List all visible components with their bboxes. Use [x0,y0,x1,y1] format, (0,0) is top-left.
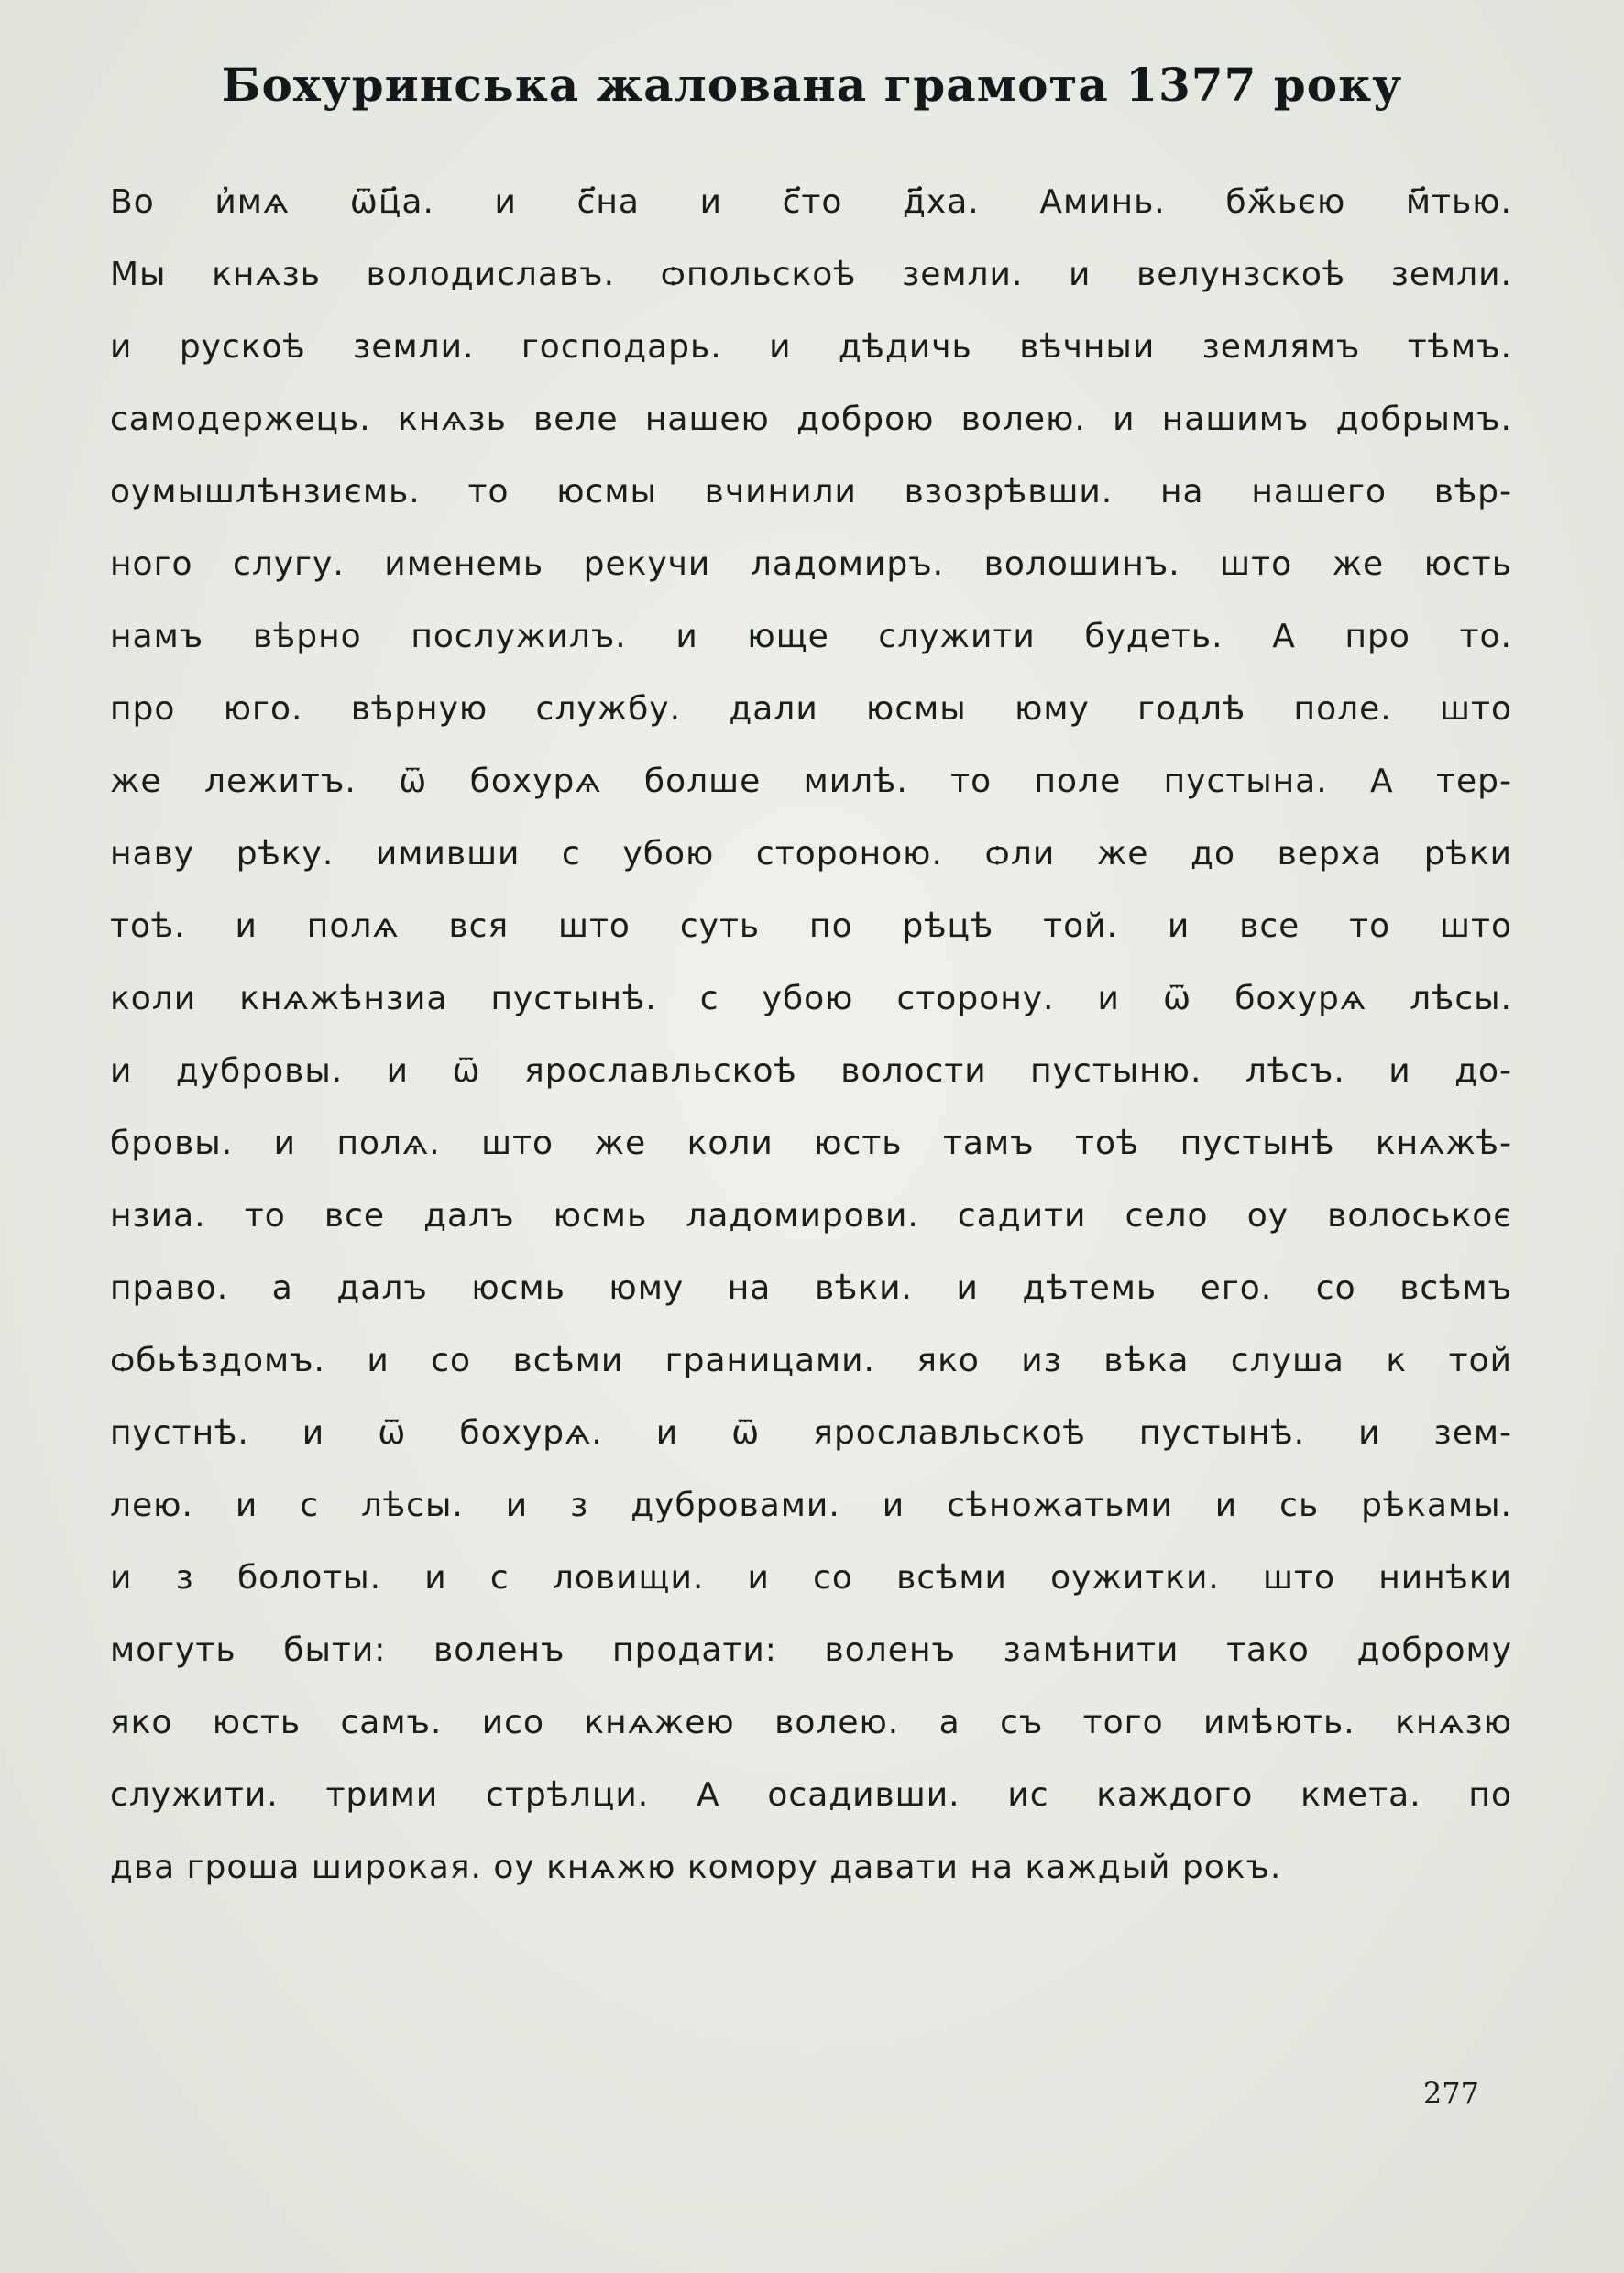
text-line-9: же лежитъ. ѿ бохурѧ болше милѣ. то поле пустына. А тер- [110,763,1512,800]
text-line-10: наву рѣку. имивши с убою стороною. ѻли же до верха рѣки [110,835,1512,873]
text-line-22: яко юсть самъ. исо кнѧжею волею. а съ того имѣють. кнѧзю [110,1704,1512,1741]
text-line-13: и дубровы. и ѿ ярославльскоѣ волости пустыню. лѣсъ. и до- [110,1052,1512,1090]
text-line-23: служити. трими стрѣлци. А осадивши. ис каждого кмета. по [110,1776,1512,1814]
text-line-8: про юго. вѣрную службу. дали юсмы юму годлѣ поле. што [110,690,1512,728]
text-line-7: намъ вѣрно послужилъ. и юще служити будеть. А про то. [110,618,1512,655]
text-line-18: пустнѣ. и ѿ бохурѧ. и ѿ ярославльскоѣ пустынѣ. и зем- [110,1414,1512,1452]
page-number: 277 [1422,2076,1479,2111]
text-line-16: право. а далъ юсмь юму на вѣки. и дѣтемь его. со всѣмъ [110,1269,1512,1307]
text-line-15: нзиа. то все далъ юсмь ладомирови. садити село оу волоськоє [110,1197,1512,1235]
text-line-4: самодержець. кнѧзь веле нашею доброю волею. и нашимъ добрымъ. [110,401,1512,438]
text-line-14: бровы. и полѧ. што же коли юсть тамъ тоѣ пустынѣ кнѧжѣ- [110,1125,1512,1162]
text-line-24: два гроша широкая. оу кнѧжю комору давати на каждый рокъ. [110,1849,1282,1886]
text-line-17: ѻбьѣздомъ. и со всѣми границами. яко из вѣка слуша к той [110,1342,1512,1379]
text-line-12: коли кнѧжѣнзиа пустынѣ. с убою сторону. и ѿ бохурѧ лѣсы. [110,980,1512,1017]
text-line-11: тоѣ. и полѧ вся што суть по рѣцѣ той. и все то што [110,907,1512,945]
text-line-2: Мы кнѧзь володиславъ. ѻпольскоѣ земли. и велунзскоѣ земли. [110,256,1512,293]
text-line-6: ного слугу. именемь рекучи ладомиръ. волошинъ. што же юсть [110,545,1512,583]
text-line-3: и рускоѣ земли. господарь. и дѣдичь вѣчныи землямъ тѣмъ. [110,328,1512,366]
text-line-5: оумышлѣнзиємь. то юсмы вчинили взозрѣвши. на нашего вѣр- [110,473,1512,511]
text-line-20: и з болоты. и с ловищи. и со всѣми оужитки. што нинѣки [110,1559,1512,1597]
text-line-1: Во и҆мѧ ѿц҃а. и с҃на и с҃то д҃ха. Аминь. бж҃ьєю м҃тью. [110,183,1512,221]
text-line-21: могуть быти: воленъ продати: воленъ замѣнити тако доброму [110,1631,1512,1669]
text-line-19: лею. и с лѣсы. и з дубровами. и сѣножатьми и сь рѣкамы. [110,1487,1512,1524]
document-title: Бохуринська жалована грамота 1377 року [221,58,1403,112]
